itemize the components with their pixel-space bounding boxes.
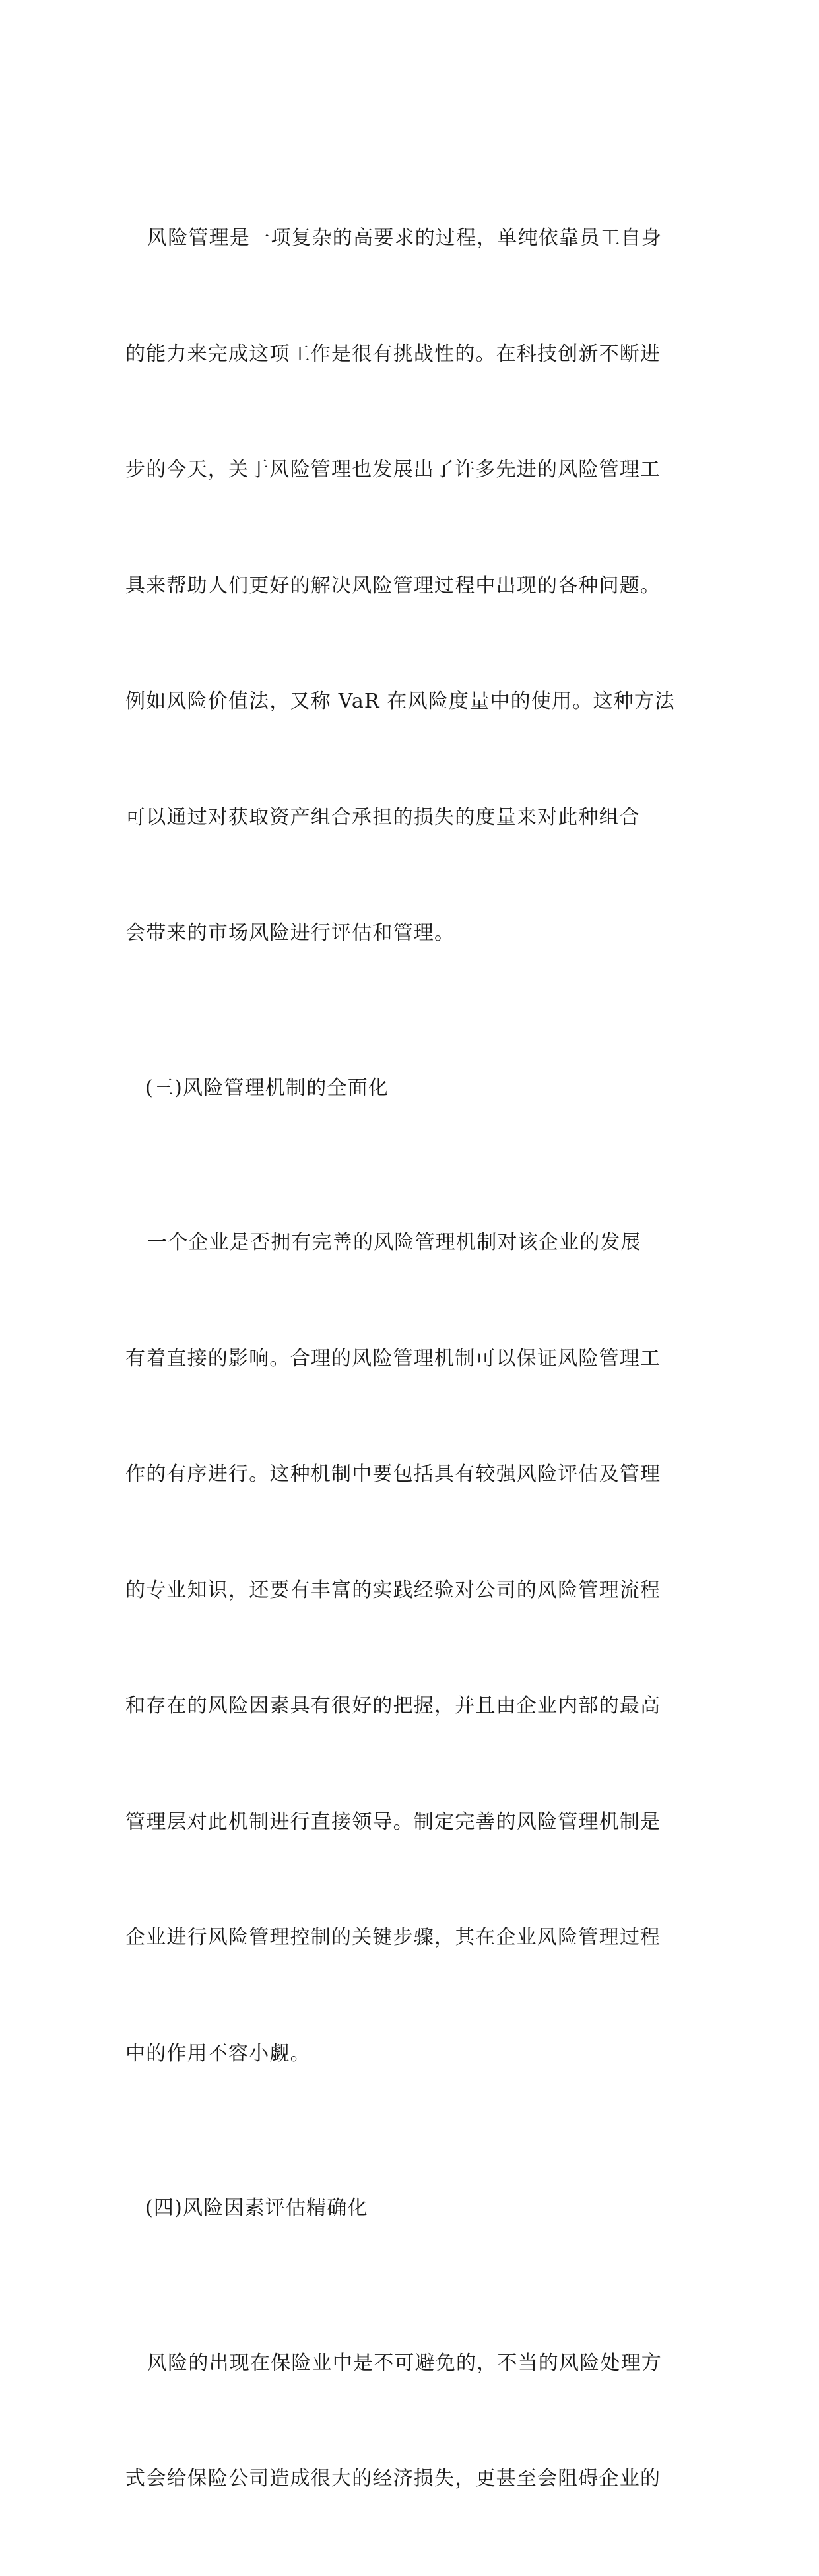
text-line: 的专业知识，还要有丰富的实践经验对公司的风险管理流程 [125,1578,661,1602]
text-line: 和存在的风险因素具有很好的把握，并且由企业内部的最高 [125,1694,661,1717]
text-line: 风险的出现在保险业中是不可避免的，不当的风险处理方 [147,2351,662,2375]
text-line: 作的有序进行。这种机制中要包括具有较强风险评估及管理 [125,1463,661,1486]
document-page [125,142,694,2576]
text-line: 的能力来完成这项工作是很有挑战性的。在科技创新不断进 [125,342,661,366]
text-line: 式会给保险公司造成很大的经济损失，更甚至会阻碍企业的 [125,2467,661,2490]
paragraph-risk-assessment [125,2267,694,2576]
text-line: 管理层对此机制进行直接领导。制定完善的风险管理机制是 [125,1810,661,1833]
paragraph-risk-tools [125,142,694,1030]
text-line: 例如风险价值法，又称 VaR 在风险度量中的使用。这种方法 [125,690,676,713]
section-heading-4: (四)风险因素评估精确化 [145,2196,368,2220]
text-line: 中的作用不容小觑。 [125,2041,311,2065]
section-heading-3: (三)风险管理机制的全面化 [145,1076,389,1100]
paragraph-risk-mechanism [125,1146,694,2150]
text-line: 风险管理是一项复杂的高要求的过程，单纯依靠员工自身 [147,226,662,249]
text-line: 具来帮助人们更好的解决风险管理过程中出现的各种问题。 [125,574,661,597]
text-line: 可以通过对获取资产组合承担的损失的度量来对此种组合 [125,805,640,829]
text-line: 企业进行风险管理控制的关键步骤，其在企业风险管理过程 [125,1926,661,1949]
text-line: 步的今天，关于风险管理也发展出了许多先进的风险管理工 [125,458,661,481]
text-line: 会带来的市场风险进行评估和管理。 [125,921,455,944]
text-line: 一个企业是否拥有完善的风险管理机制对该企业的发展 [147,1231,641,1254]
text-line: 有着直接的影响。合理的风险管理机制可以保证风险管理工 [125,1346,661,1370]
